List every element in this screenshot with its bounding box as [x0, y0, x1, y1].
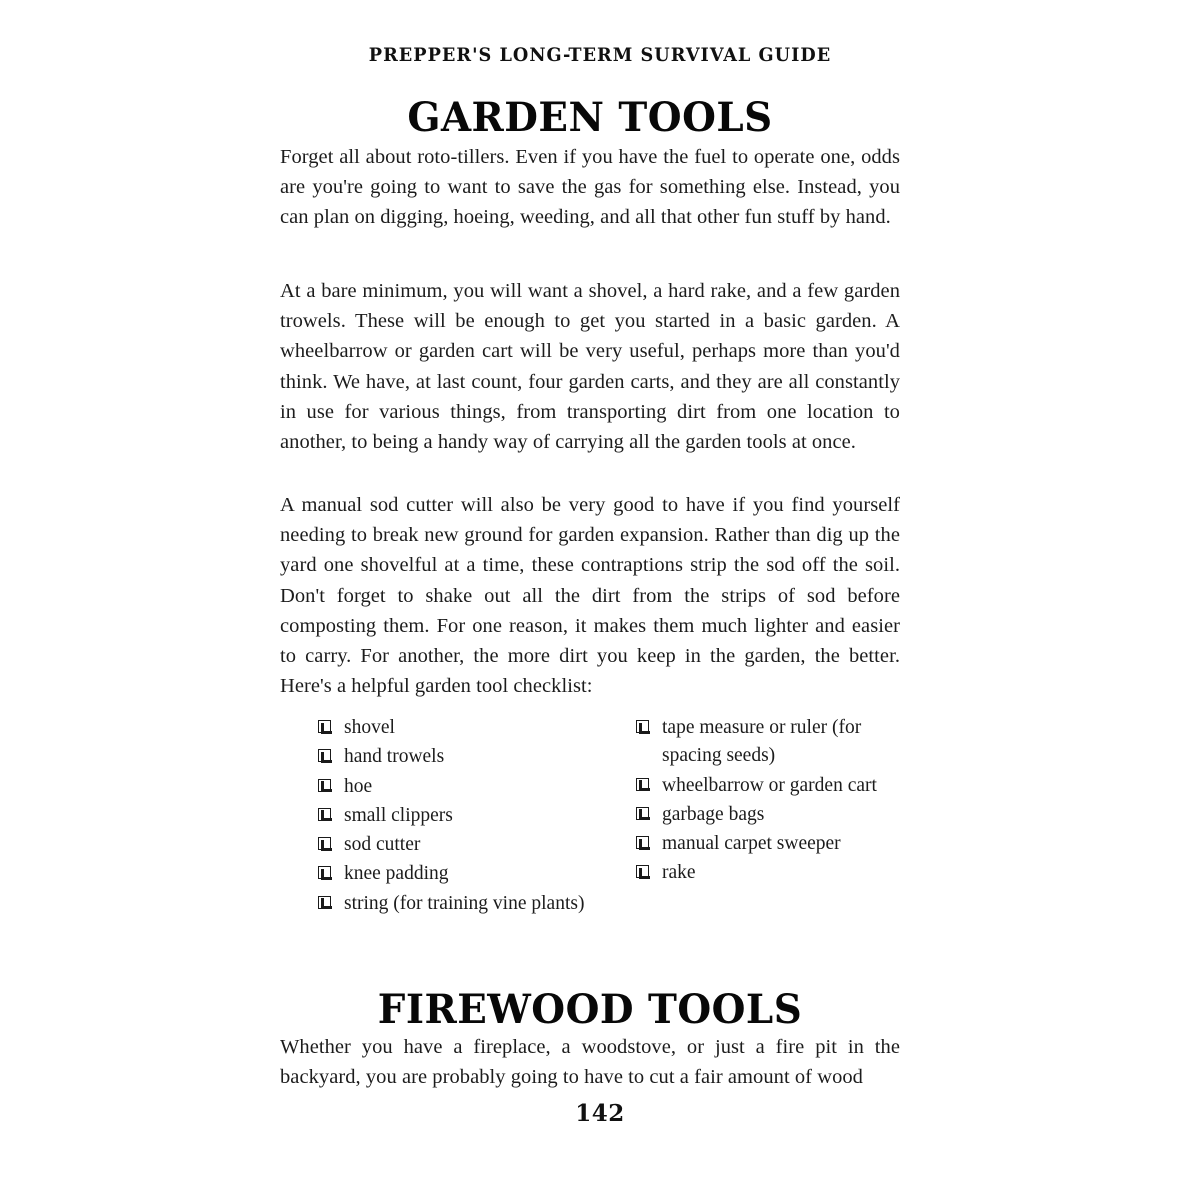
list-item[interactable]	[636, 830, 900, 858]
list-item-label: small clippers	[344, 804, 453, 826]
list-item-label: string (for training vine plants)	[344, 892, 585, 914]
checkbox-square-icon[interactable]	[318, 749, 331, 762]
garden-tool-checklist	[280, 714, 900, 919]
checklist-right-items	[636, 714, 900, 888]
paragraph-garden-3: A manual sod cutter will also be very good to have if you find yourself needing to break new ground for garden expansion. Rather than dig up the yard one shovelful at a time, these contraptions strip the sod off the soil. Don't forget to shake out all the dirt from the strips of sod before composting them. For one reason, it makes them much lighter and easier to carry. For another, the more dirt you keep in the garden, the better. Here's a helpful garden tool checklist:	[280, 494, 900, 698]
section-title-firewood-tools: FIREWOOD TOOLS	[377, 986, 803, 1033]
list-item-label: rake	[662, 862, 696, 884]
checkbox-square-icon[interactable]	[636, 836, 649, 849]
list-item-label: shovel	[344, 717, 395, 738]
checkbox-square-icon[interactable]	[318, 837, 331, 850]
list-item[interactable]	[318, 802, 594, 830]
paragraph-garden-1: Forget all about roto-tillers. Even if you have the fuel to operate one, odds are you're going to want to save the gas for something else. Instead, you can plan on digging, hoeing, weeding, and all that other fun stuff by hand.	[280, 146, 900, 229]
checkbox-square-icon[interactable]	[636, 720, 649, 733]
list-item-label: knee padding	[344, 863, 449, 885]
checkbox-square-icon[interactable]	[318, 720, 331, 733]
list-item[interactable]	[636, 714, 900, 771]
list-item[interactable]	[636, 859, 900, 887]
list-item-label: garbage bags	[662, 803, 765, 825]
list-item-label: wheelbarrow or garden cart	[662, 774, 877, 796]
section-title-garden-tools: GARDEN TOOLS	[407, 94, 773, 141]
checkbox-square-icon[interactable]	[636, 778, 649, 791]
list-item[interactable]	[318, 831, 594, 859]
checkbox-square-icon[interactable]	[318, 896, 331, 909]
list-item-label: manual carpet sweeper	[662, 833, 841, 855]
list-item[interactable]	[636, 801, 900, 829]
running-header: PREPPER'S LONG-TERM SURVIVAL GUIDE	[368, 44, 832, 66]
list-item[interactable]	[318, 890, 594, 918]
checkbox-square-icon[interactable]	[636, 865, 649, 878]
list-item-label: hand trowels	[344, 746, 445, 768]
list-item-label: hoe	[344, 775, 373, 797]
paragraph-firewood-1: Whether you have a fireplace, a woodstove, or just a fire pit in the backyard, you are probably going to have to cut a fair amount of wood	[280, 1036, 900, 1089]
checklist-column-right	[594, 714, 900, 889]
list-item-label: tape measure or ruler (for spacing seeds)	[662, 717, 862, 767]
list-item[interactable]	[318, 860, 594, 888]
checkbox-square-icon[interactable]	[318, 779, 331, 792]
list-item[interactable]	[318, 714, 594, 742]
checkbox-square-icon[interactable]	[636, 807, 649, 820]
list-item[interactable]	[636, 772, 900, 800]
checklist-column-left	[280, 714, 594, 919]
checklist-left-items	[318, 714, 594, 918]
list-item-label: sod cutter	[344, 834, 421, 856]
list-item[interactable]	[318, 743, 594, 771]
checkbox-square-icon[interactable]	[318, 866, 331, 879]
paragraph-garden-2: At a bare minimum, you will want a shovel, a hard rake, and a few garden trowels. These will be enough to get you started in a basic garden. A wheelbarrow or garden cart will be very useful, perhaps more than you'd think. We have, at last count, four garden carts, and they are all constantly in use for various things, from transporting dirt from one location to another, to being a handy way of carrying all the garden tools at once.	[280, 280, 900, 454]
checkbox-square-icon[interactable]	[318, 808, 331, 821]
list-item[interactable]	[318, 773, 594, 801]
page-number: 142	[575, 1100, 625, 1127]
